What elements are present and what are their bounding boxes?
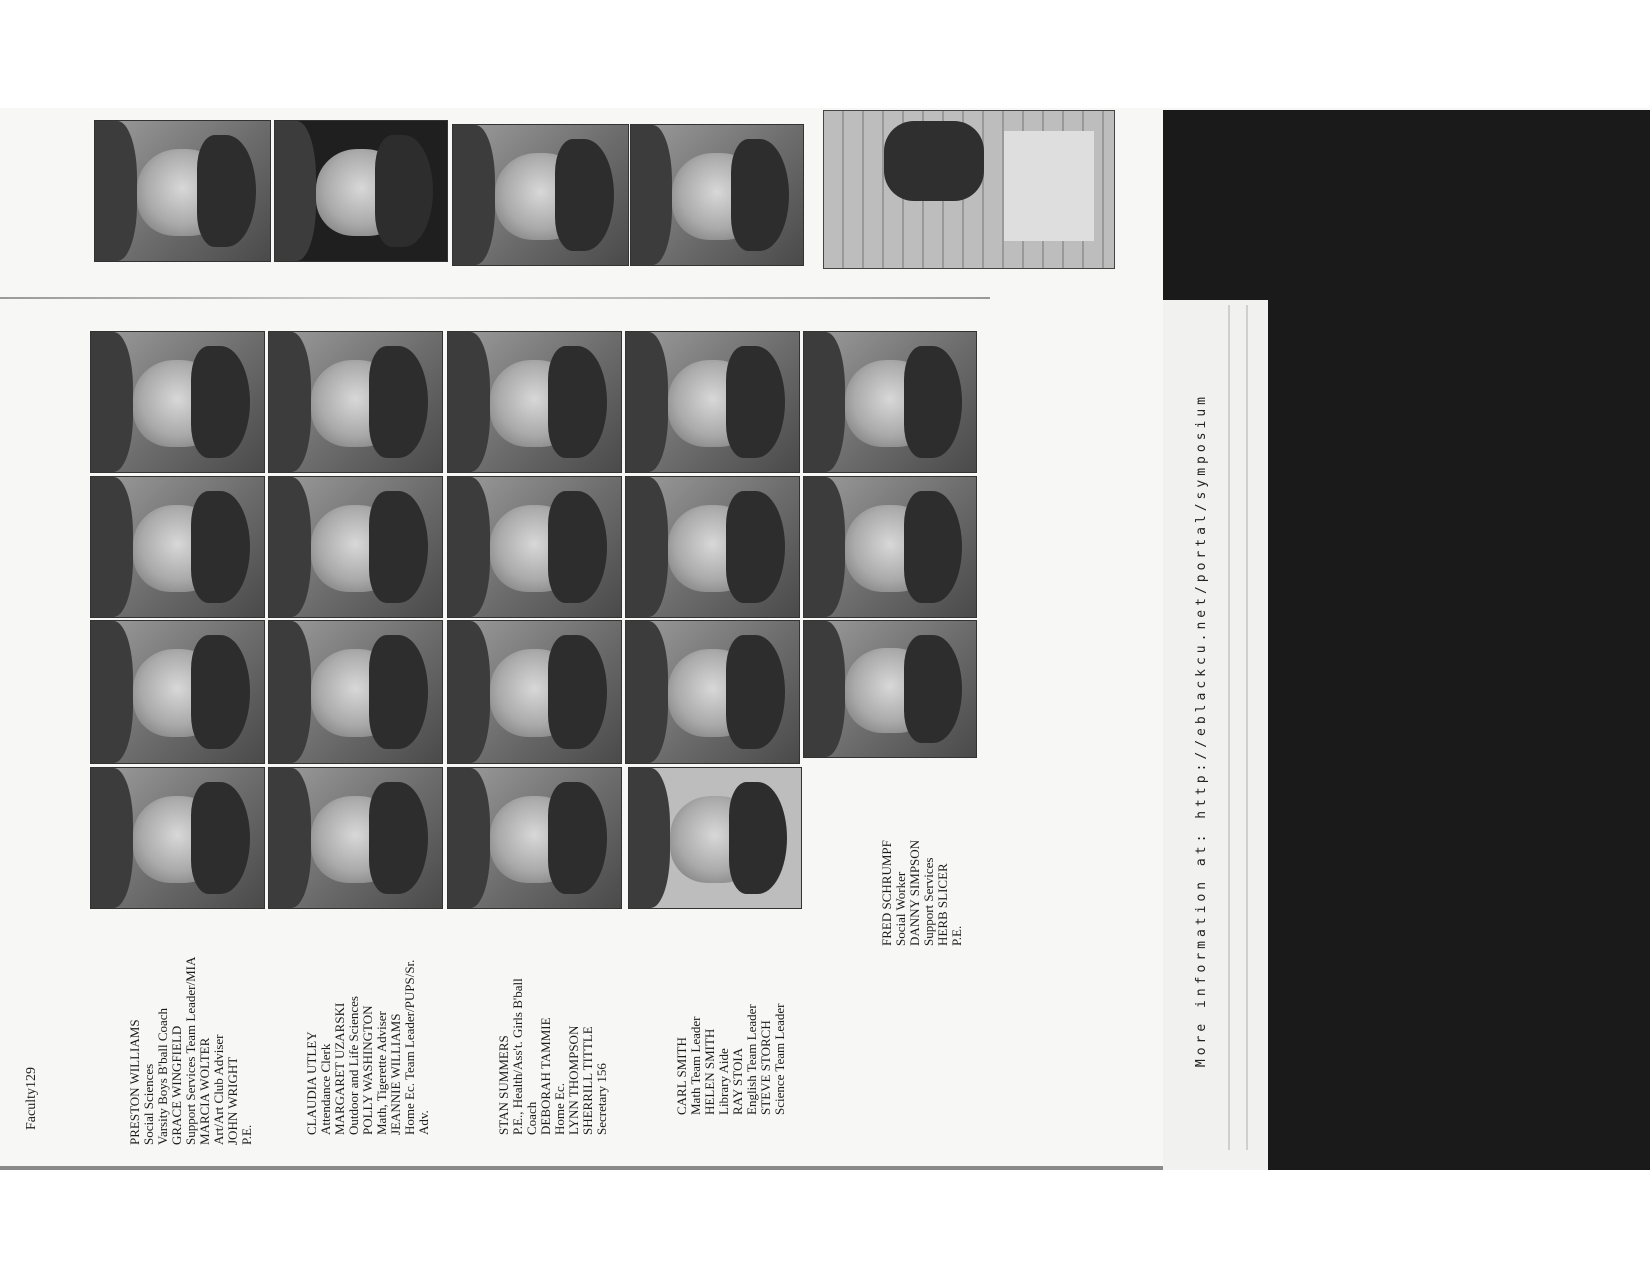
caption-line: CARL SMITH — [674, 1037, 689, 1115]
footer-slip — [1163, 300, 1268, 1170]
caption-line: DEBORAH TAMMIE — [538, 1017, 553, 1135]
caption-line: Coach — [524, 1101, 539, 1135]
bottom-margin — [0, 1170, 1650, 1275]
caption-line: STAN SUMMERS — [496, 1035, 511, 1135]
caption-line: Adv. — [416, 1110, 431, 1135]
caption-line: SHERRILL TITTLE — [580, 1026, 595, 1135]
faculty-photo — [90, 767, 265, 909]
faculty-photo — [803, 476, 977, 618]
page-folio — [24, 1000, 44, 1130]
faculty-photo — [625, 620, 800, 764]
caption-line: Varsity Boys B'ball Coach — [155, 1007, 170, 1145]
folio-section: Faculty — [24, 1088, 39, 1130]
caption-line: MARGARET UZARSKI — [332, 1002, 347, 1135]
faculty-photo — [90, 620, 265, 764]
faculty-photo — [268, 331, 443, 473]
caption-line: LYNN THOMPSON — [566, 1025, 581, 1135]
faculty-photo — [447, 476, 622, 618]
caption-line: JOHN WRIGHT — [225, 1056, 240, 1145]
faculty-photo — [90, 331, 265, 473]
caption-line: P.E. — [239, 1124, 254, 1145]
caption-line: Home Ec. Team Leader/PUPS/Sr. — [402, 959, 417, 1135]
faculty-photo — [447, 331, 622, 473]
caption-line: Home Ec. — [552, 1083, 567, 1135]
caption-line: Math, Tigerette Adviser — [374, 1011, 389, 1135]
faculty-photo — [447, 767, 622, 909]
faculty-photo — [268, 476, 443, 618]
caption-line: Support Services — [921, 857, 936, 946]
caption-line: RAY STOIA — [730, 1047, 745, 1115]
faculty-photo — [268, 620, 443, 764]
caption-line: DANNY SIMPSON — [907, 839, 922, 946]
faculty-photo — [274, 120, 448, 262]
caption-line: Library Aide — [716, 1048, 731, 1115]
caption-line: Support Services Team Leader/MIA — [183, 956, 198, 1145]
caption-line: HELEN SMITH — [702, 1028, 717, 1115]
caption-line: POLLY WASHINGTON — [360, 1005, 375, 1135]
faculty-photo — [803, 331, 977, 473]
footer-info-text: More information at: http://eblackcu.net/portal/symposium — [1193, 392, 1209, 1068]
caption-line: Outdoor and Life Sciences — [346, 996, 361, 1135]
caption-line: Math Team Leader — [688, 1016, 703, 1115]
faculty-photo — [447, 620, 622, 764]
caption-column-5 — [128, 915, 254, 1145]
caption-line: STEVE STORCH — [758, 1020, 773, 1115]
top-margin — [0, 0, 1650, 108]
folio-page-number: 129 — [24, 1067, 39, 1088]
page-fold — [0, 297, 990, 299]
faculty-photo — [625, 331, 800, 473]
classroom-photo — [823, 110, 1115, 269]
faculty-photo — [452, 124, 629, 266]
page-edge-shadow — [0, 1166, 1163, 1170]
footer-info — [1190, 315, 1212, 1145]
faculty-photo — [90, 476, 265, 618]
caption-column-1 — [880, 776, 964, 946]
caption-line: Social Sciences — [141, 1063, 156, 1145]
caption-line: JEANNIE WILLIAMS — [388, 1013, 403, 1135]
faculty-photo — [628, 767, 802, 909]
faculty-photo — [625, 476, 800, 618]
faculty-photo — [94, 120, 271, 262]
caption-line: Social Worker — [893, 871, 908, 946]
caption-column-4 — [305, 915, 431, 1135]
caption-line: FRED SCHRUMPF — [879, 840, 894, 946]
caption-column-2 — [675, 915, 787, 1115]
caption-line: P.E. — [949, 925, 964, 946]
caption-column-3 — [497, 915, 609, 1135]
caption-line: GRACE WINGFIELD — [169, 1025, 184, 1145]
faculty-photo — [268, 767, 443, 909]
caption-line: MARCIA WOLTER — [197, 1037, 212, 1145]
caption-line: Art/Art Club Adviser — [211, 1034, 226, 1145]
slip-edge — [1228, 305, 1230, 1150]
caption-line: P.E., Health/Ass't. Girls B'ball — [510, 978, 525, 1135]
caption-line: Secretary 156 — [594, 1063, 609, 1135]
faculty-photo — [630, 124, 804, 266]
caption-line: PRESTON WILLIAMS — [127, 1019, 142, 1145]
caption-line: Attendance Clerk — [318, 1043, 333, 1135]
caption-line: CLAUDIA UTLEY — [304, 1031, 319, 1135]
caption-line: English Team Leader — [744, 1004, 759, 1115]
caption-line: HERB SLICER — [935, 863, 950, 946]
slip-edge — [1246, 305, 1248, 1150]
caption-line: Science Team Leader — [772, 1003, 787, 1115]
faculty-photo — [803, 620, 977, 758]
